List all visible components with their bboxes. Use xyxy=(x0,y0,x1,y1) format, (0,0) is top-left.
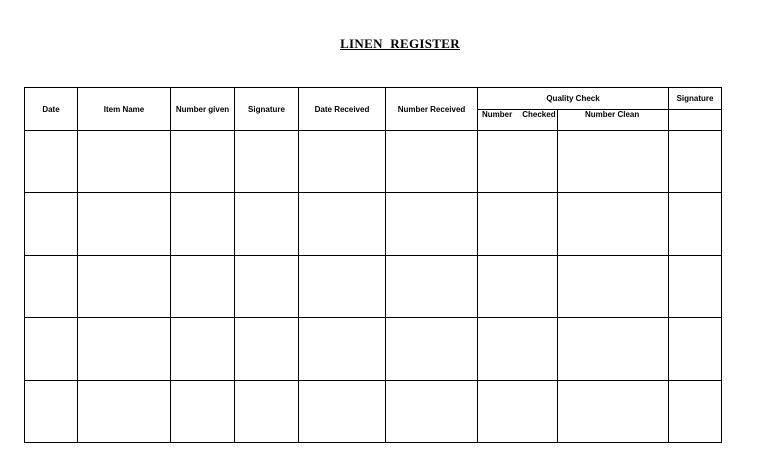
subheader-signature-blank xyxy=(669,110,722,131)
table-cell[interactable] xyxy=(478,193,558,255)
table-cell[interactable] xyxy=(78,380,171,442)
table-cell[interactable] xyxy=(235,193,299,255)
table-cell[interactable] xyxy=(299,380,386,442)
table-row xyxy=(25,131,722,193)
table-cell[interactable] xyxy=(78,193,171,255)
table-cell[interactable] xyxy=(669,318,722,380)
header-item-name: Item Name xyxy=(78,88,171,131)
table-cell[interactable] xyxy=(386,255,478,317)
header-signature-1: Signature xyxy=(235,88,299,131)
table-cell[interactable] xyxy=(25,318,78,380)
linen-register-table xyxy=(24,87,722,443)
table-cell[interactable] xyxy=(78,255,171,317)
header-number-received: Number Received xyxy=(386,88,478,131)
table-cell[interactable] xyxy=(386,380,478,442)
table-cell[interactable] xyxy=(669,255,722,317)
table-cell[interactable] xyxy=(386,131,478,193)
table-cell[interactable] xyxy=(558,131,669,193)
table-cell[interactable] xyxy=(299,255,386,317)
table-cell[interactable] xyxy=(25,193,78,255)
table-cell[interactable] xyxy=(386,318,478,380)
table-cell[interactable] xyxy=(299,318,386,380)
table-cell[interactable] xyxy=(25,380,78,442)
table-cell[interactable] xyxy=(478,318,558,380)
table-cell[interactable] xyxy=(235,131,299,193)
table-cell[interactable] xyxy=(171,318,235,380)
subheader-number-clean: Number Clean xyxy=(558,110,669,131)
table-row xyxy=(25,380,722,442)
table-cell[interactable] xyxy=(235,318,299,380)
header-date: Date xyxy=(25,88,78,131)
subheader-number-checked xyxy=(478,110,558,131)
table-cell[interactable] xyxy=(558,318,669,380)
header-number-given: Number given xyxy=(171,88,235,131)
table-cell[interactable] xyxy=(171,193,235,255)
table-cell[interactable] xyxy=(25,131,78,193)
table-cell[interactable] xyxy=(78,318,171,380)
page-title: LINEN REGISTER xyxy=(340,36,460,51)
table-cell[interactable] xyxy=(669,193,722,255)
table-cell[interactable] xyxy=(299,131,386,193)
table-row xyxy=(25,318,722,380)
header-row xyxy=(25,88,722,110)
table-cell[interactable] xyxy=(558,255,669,317)
subheader-number-label: Number xyxy=(482,110,513,119)
subheader-checked-label: Checked xyxy=(522,110,556,119)
table-cell[interactable] xyxy=(669,380,722,442)
table-cell[interactable] xyxy=(299,193,386,255)
table-cell[interactable] xyxy=(558,380,669,442)
table-cell[interactable] xyxy=(78,131,171,193)
table-cell[interactable] xyxy=(235,380,299,442)
header-quality-check: Quality Check xyxy=(478,88,669,110)
table-cell[interactable] xyxy=(25,255,78,317)
table-cell[interactable] xyxy=(171,380,235,442)
table-cell[interactable] xyxy=(386,193,478,255)
table-cell[interactable] xyxy=(235,255,299,317)
header-date-received: Date Received xyxy=(299,88,386,131)
table-row xyxy=(25,255,722,317)
header-signature-2: Signature xyxy=(669,88,722,110)
table-cell[interactable] xyxy=(478,380,558,442)
register-body xyxy=(25,131,722,443)
table-cell[interactable] xyxy=(478,131,558,193)
table-cell[interactable] xyxy=(478,255,558,317)
table-row xyxy=(25,193,722,255)
table-cell[interactable] xyxy=(669,131,722,193)
table-cell[interactable] xyxy=(171,131,235,193)
table-cell[interactable] xyxy=(171,255,235,317)
table-cell[interactable] xyxy=(558,193,669,255)
